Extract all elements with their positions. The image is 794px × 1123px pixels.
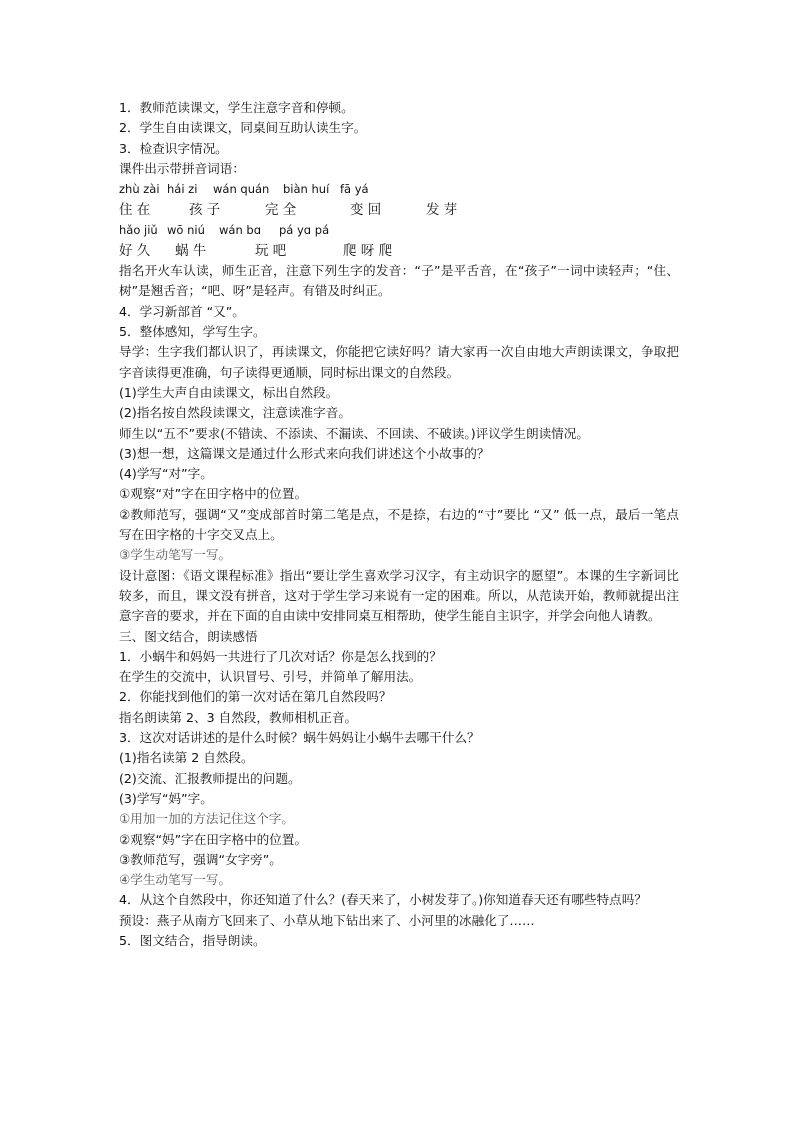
pronunciation-note: 指名开火车认读，师生正音，注意下列生字的发音：“子”是平舌音，在“孩子”一词中读轻声；“住、树”是翘舌音；“吧、呀”是轻声。有错及时纠正。 [119,263,679,299]
hanzi-word: 蜗 牛 [175,242,207,259]
pinyin-word: biàn huí [283,182,330,197]
courseware-intro: 课件出示带拼音词语： [119,160,245,176]
hanzi-word: 完 全 [265,201,297,218]
q3-sub-3: (3)学写“妈”字。 [119,790,213,806]
pinyin-word: wán bɑ [219,223,261,238]
ma-step-3: ③教师范写，强调“女字旁”。 [119,851,282,867]
section-heading-3: 三、图文结合，朗读感悟 [119,628,258,644]
sub-step-2: (2)指名按自然段读课文，注意读准字音。 [119,405,351,421]
hanzi-word: 好 久 [119,242,151,259]
hanzi-word: 玩 吧 [255,242,287,259]
ma-step-2: ②观察“妈”字在田字格中的位置。 [119,831,308,847]
students-write-dui: ③学生动笔写一写。 [119,547,232,563]
question-2-note: 指名朗读第 2、3 自然段，教师相机正音。 [119,709,358,725]
hanzi-word: 住 在 [119,201,151,218]
ma-step-1: ①用加一加的方法记住这个字。 [119,811,295,827]
pinyin-word: zhù zài [119,182,160,197]
document-page [119,98,679,951]
q3-sub-2: (2)交流、汇报教师提出的问题。 [119,770,301,786]
pinyin-word: fā yá [340,182,369,197]
pinyin-word: wō niú [167,223,205,238]
step-new-radical: 4．学习新部首 “又”。 [119,303,245,319]
design-intent: 设计意图：《语文课程标准》指出“要让学生喜欢学习汉字，有主动识字的愿望”。本课的生字新词比较多，而且，课文没有拼音，这对于学生学习来说有一定的困难。所以，从范读开始，教师就提出注意字音的要求，并在下面的自由读中安排同桌互相帮助，使学生能自主识字，并学会向他人请教。 [119,567,679,624]
hanzi-word: 发 芽 [426,201,458,218]
q3-sub-1: (1)指名读第 2 自然段。 [119,750,254,766]
guided-learning: 导学：生字我们都认识了，再读课文，你能把它读好吗？请大家再一次自由地大声朗读课文，争取把字音读得更准确，句子读得更通顺，同时标出课文的自然段。 [119,344,679,380]
teacher-demo-dui: ②教师范写，强调“又”变成部首时第二笔是点，不是捺，右边的“寸”要比 “又” 低一点，最后一笔点写在田字格的十字交叉点上。 [119,506,679,543]
question-4-preset: 预设：燕子从南方飞回来了、小草从地下钻出来了、小河里的冰融化了…… [119,912,535,928]
hanzi-word: 孩 子 [189,201,221,218]
pinyin-row-1 [119,179,679,200]
step-overall-perception: 5．整体感知，学写生字。 [119,324,266,340]
hanzi-row-2 [119,241,679,262]
question-1: 1．小蜗牛和妈妈一共进行了几次对话？你是怎么找到的？ [119,648,442,664]
pinyin-word: pá yɑ pá [279,223,330,238]
observe-dui: ①观察“对”字在田字格中的位置。 [119,486,308,502]
question-5: 5．图文结合，指导朗读。 [119,932,266,948]
pinyin-row-2 [119,220,679,241]
ma-step-4: ④学生动笔写一写。 [119,872,232,888]
hanzi-word: 变 回 [350,201,382,218]
sub-step-4: (4)学写“对”字。 [119,466,213,482]
pinyin-word: hái zi [167,182,198,197]
step-check-literacy: 3．检查识字情况。 [119,140,228,156]
sub-step-3: (3)想一想，这篇课文是通过什么形式来向我们讲述这个小故事的？ [119,445,490,461]
hanzi-row-1 [119,200,679,221]
hanzi-word: 爬 呀 爬 [343,242,393,259]
pinyin-word: wán quán [213,182,270,197]
question-4: 4．从这个自然段中，你还知道了什么？(春天来了，小树发芽了。)你知道春天还有哪些特点吗？ [119,892,647,908]
step-teacher-reads: 1．教师范读课文，学生注意字音和停顿。 [119,100,354,115]
sub-step-1: (1)学生大声自由读课文，标出自然段。 [119,384,339,400]
five-no-requirement: 师生以“五不”要求(不错读、不添读、不漏读、不回读、不破读。)评议学生朗读情况。 [119,425,589,441]
question-3: 3．这次对话讲述的是什么时候？蜗牛妈妈让小蜗牛去哪干什么？ [119,730,480,746]
question-2: 2．你能找到他们的第一次对话在第几自然段吗？ [119,689,392,705]
question-1-note: 在学生的交流中，认识冒号、引号，并简单了解用法。 [119,669,422,685]
step-students-read: 2．学生自由读课文，同桌间互助认读生字。 [119,120,367,136]
pinyin-word: hǎo jiǔ [119,223,158,238]
